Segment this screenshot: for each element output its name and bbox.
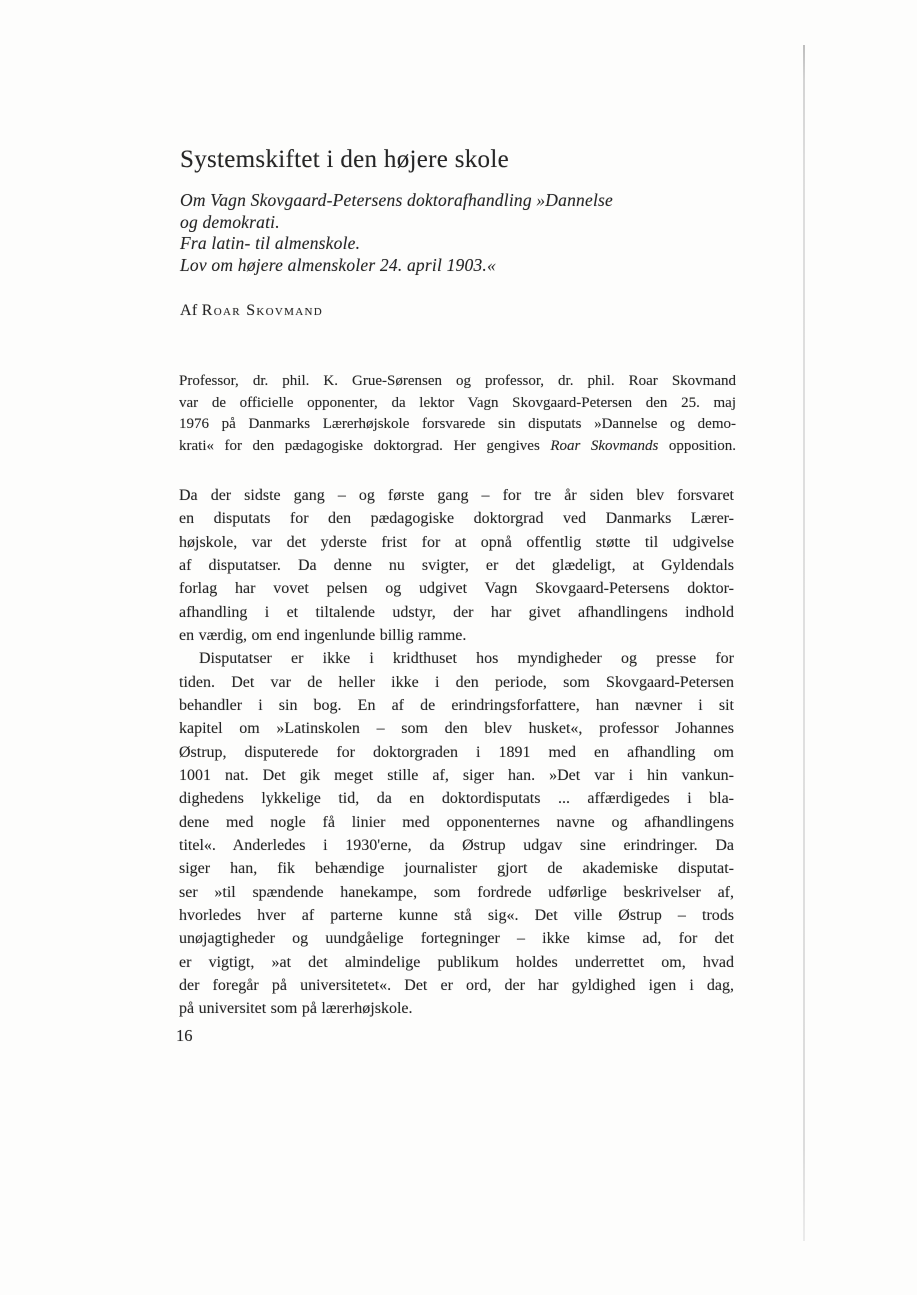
text-segment: dighedens lykkelige tid, da en doktordisputats ... affærdigedes i bla-	[179, 790, 734, 808]
subtitle-line: Lov om højere almenskoler 24. april 1903.«	[180, 255, 496, 276]
text-segment: 1976 på Danmarks Lærerhøjskole forsvarede sin disputats »Dannelse og demo-	[179, 416, 736, 433]
text-segment: Østrup, disputerede for doktorgraden i 1891 med en afhandling om	[179, 743, 734, 761]
text-line	[179, 577, 734, 600]
paragraph	[179, 484, 734, 647]
text-line	[179, 951, 734, 974]
text-line	[179, 601, 734, 624]
text-line	[179, 671, 734, 694]
text-segment: forlag har vovet pelsen og udgivet Vagn Skovgaard-Petersens doktor-	[179, 580, 734, 598]
text-segment: afhandling i et tiltalende udstyr, der har givet afhandlingens indhold	[179, 603, 734, 621]
text-line	[179, 811, 734, 834]
subtitle-line: Fra latin- til almenskole.	[180, 233, 361, 254]
text-segment: krati« for den pædagogiske doktorgrad. Her gengives	[179, 438, 551, 455]
abstract-paragraph	[179, 371, 736, 458]
paragraph	[179, 647, 734, 1020]
scan-edge-line	[803, 45, 805, 1241]
text-segment: af disputatser. Da denne nu svigter, er det glædeligt, at Gyldendals	[179, 556, 734, 574]
text-line	[179, 764, 734, 787]
text-line	[179, 904, 734, 927]
byline-author-name: Roar Skovmand	[201, 302, 323, 319]
article-title: Systemskiftet i den højere skole	[180, 146, 509, 173]
text-line	[179, 507, 734, 530]
text-segment: tiden. Det var de heller ikke i den periode, som Skovgaard-Petersen	[179, 673, 734, 691]
byline-prefix: Af	[180, 302, 198, 319]
text-line	[179, 647, 734, 670]
text-segment: på universitet som på lærerhøjskole.	[179, 1000, 413, 1018]
text-line	[179, 484, 734, 507]
text-segment: der foregår på universitetet«. Det er ord, der har gyldighed igen i dag,	[179, 976, 734, 994]
text-line	[179, 717, 734, 740]
subtitle-line: og demokrati.	[180, 211, 280, 232]
text-line	[179, 741, 734, 764]
text-line	[179, 787, 734, 810]
text-segment: behandler i sin bog. En af de erindringsforfattere, han nævner i sit	[179, 696, 734, 714]
text-segment: kapitel om »Latinskolen – som den blev husket«, professor Johannes	[179, 720, 734, 738]
text-segment: siger han, fik behændige journalister gjort de akademiske disputat-	[179, 860, 734, 878]
text-line	[179, 857, 734, 880]
text-segment: Da der sidste gang – og første gang – for tre år siden blev forsvaret	[179, 487, 734, 504]
text-line	[179, 927, 734, 950]
text-segment: dene med nogle få linier med opponenternes navne og afhandlingens	[179, 813, 734, 831]
text-segment: titel«. Anderledes i 1930'erne, da Østrup udgav sine erindringer. Da	[179, 836, 734, 854]
text-line	[179, 554, 734, 577]
text-line	[179, 624, 734, 647]
text-segment: Disputatser er ikke i kridthuset hos myndigheder og presse for	[199, 650, 734, 668]
text-segment: opposition.	[658, 438, 736, 455]
text-segment: 1001 nat. Det gik meget stille af, siger han. »Det var i hin vankun-	[179, 766, 734, 784]
text-line	[179, 371, 736, 393]
body-text	[179, 484, 734, 1021]
text-segment: er vigtigt, »at det almindelige publikum holdes underrettet om, hvad	[179, 953, 734, 971]
text-line	[179, 881, 734, 904]
text-line	[179, 414, 736, 436]
text-segment: unøjagtigheder og uundgåelige fortegninger – ikke kimse ad, for det	[179, 930, 734, 948]
text-segment: højskole, var det yderste frist for at opnå offentlig støtte til udgivelse	[179, 533, 734, 551]
text-segment: var de officielle opponenter, da lektor Vagn Skovgaard-Petersen den 25. maj	[179, 394, 736, 411]
text-line	[179, 834, 734, 857]
italic-text: Roar Skovmands	[550, 438, 659, 455]
article-subtitle	[180, 190, 613, 277]
text-line	[179, 531, 734, 554]
byline	[180, 302, 323, 320]
text-segment: en disputats for den pædagogiske doktorgrad ved Danmarks Lærer-	[179, 510, 734, 528]
text-line	[179, 974, 734, 997]
text-line	[179, 393, 736, 415]
text-segment: hvorledes hver af parterne kunne stå sig«. Det ville Østrup – trods	[179, 906, 734, 924]
text-segment: ser »til spændende hanekampe, som fordrede udførlige beskrivelser af,	[179, 883, 734, 901]
page-number: 16	[176, 1026, 193, 1045]
text-segment: en værdig, om end ingenlunde billig ramme.	[179, 626, 467, 644]
text-line	[179, 436, 736, 458]
text-line	[179, 997, 734, 1020]
text-segment: Professor, dr. phil. K. Grue-Sørensen og professor, dr. phil. Roar Skovmand	[179, 373, 736, 389]
text-line	[179, 694, 734, 717]
subtitle-line: Om Vagn Skovgaard-Petersens doktorafhandling »Dannelse	[180, 190, 614, 210]
